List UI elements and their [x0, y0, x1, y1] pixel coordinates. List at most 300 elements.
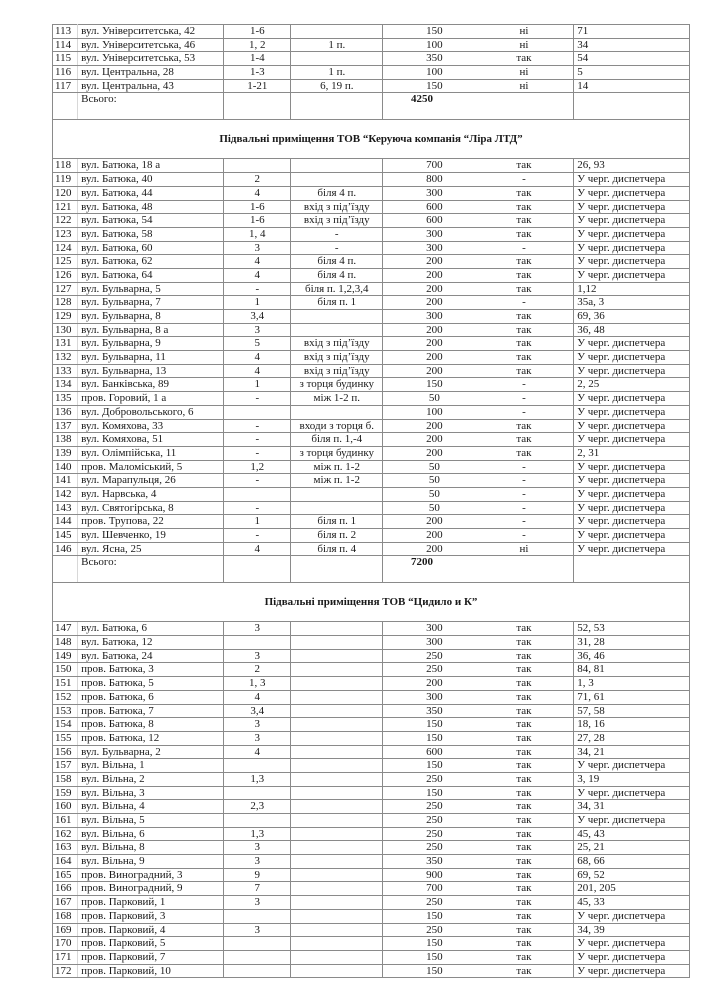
note-cell: У черг. диспетчера — [574, 501, 690, 515]
row-number: 130 — [53, 323, 78, 337]
status-cell: так — [475, 690, 574, 704]
entrances-cell: - — [224, 419, 291, 433]
row-number: 116 — [53, 66, 78, 80]
location-cell: біля 4 п. — [291, 255, 383, 269]
status-cell: так — [475, 759, 574, 773]
area-cell: 200 — [383, 337, 475, 351]
entrances-cell: 4 — [224, 542, 291, 556]
status-cell: так — [475, 677, 574, 691]
note-cell: 201, 205 — [574, 882, 690, 896]
table-row — [53, 542, 690, 556]
row-number: 137 — [53, 419, 78, 433]
note-cell: 35а, 3 — [574, 296, 690, 310]
area-cell: 100 — [383, 38, 475, 52]
entrances-cell: 1 — [224, 296, 291, 310]
table-row — [53, 649, 690, 663]
row-number: 114 — [53, 38, 78, 52]
row-number: 135 — [53, 392, 78, 406]
row-number: 158 — [53, 772, 78, 786]
status-cell: так — [475, 310, 574, 324]
location-cell: 1 п. — [291, 66, 383, 80]
table-row — [53, 255, 690, 269]
table-row — [53, 487, 690, 501]
status-cell: ні — [475, 25, 574, 39]
location-cell: вхід з під’їзду — [291, 214, 383, 228]
entrances-cell: 1-6 — [224, 214, 291, 228]
entrances-cell — [224, 964, 291, 978]
location-cell — [291, 896, 383, 910]
address-cell: вул. Батюка, 18 а — [78, 159, 224, 173]
entrances-cell: 3 — [224, 649, 291, 663]
area-cell: 150 — [383, 937, 475, 951]
location-cell — [291, 310, 383, 324]
status-cell: так — [475, 186, 574, 200]
row-number: 136 — [53, 405, 78, 419]
area-cell: 200 — [383, 446, 475, 460]
note-cell: 2, 31 — [574, 446, 690, 460]
entrances-cell: 1,2 — [224, 460, 291, 474]
section-heading: Підвальні приміщення ТОВ “Керуюча компанія “Ліра ЛТД” — [53, 120, 690, 159]
address-cell: вул. Бульварна, 5 — [78, 282, 224, 296]
note-cell: 31, 28 — [574, 636, 690, 650]
section-heading-row — [53, 120, 690, 159]
location-cell: між 1-2 п. — [291, 392, 383, 406]
location-cell: вхід з під’їзду — [291, 364, 383, 378]
location-cell — [291, 855, 383, 869]
area-cell: 50 — [383, 474, 475, 488]
area-cell: 900 — [383, 868, 475, 882]
row-number: 147 — [53, 622, 78, 636]
location-cell — [291, 923, 383, 937]
entrances-cell: 3 — [224, 896, 291, 910]
status-cell: ні — [475, 542, 574, 556]
table-row — [53, 25, 690, 39]
note-cell: 71 — [574, 25, 690, 39]
entrances-cell: 3 — [224, 855, 291, 869]
area-cell: 250 — [383, 649, 475, 663]
address-cell: вул. Університетська, 46 — [78, 38, 224, 52]
table-row — [53, 800, 690, 814]
total-value: 4250 — [383, 93, 475, 120]
location-cell: - — [291, 227, 383, 241]
note-cell: 34, 31 — [574, 800, 690, 814]
location-cell — [291, 745, 383, 759]
entrances-cell: 3 — [224, 923, 291, 937]
address-cell: вул. Вільна, 4 — [78, 800, 224, 814]
status-cell: так — [475, 950, 574, 964]
address-cell: вул. Банківська, 89 — [78, 378, 224, 392]
entrances-cell: 4 — [224, 186, 291, 200]
location-cell — [291, 882, 383, 896]
address-cell: вул. Центральна, 28 — [78, 66, 224, 80]
entrances-cell — [224, 950, 291, 964]
total-num-cell — [53, 93, 78, 120]
row-number: 127 — [53, 282, 78, 296]
table-row — [53, 310, 690, 324]
location-cell: входи з торця б. — [291, 419, 383, 433]
table-row — [53, 772, 690, 786]
row-number: 120 — [53, 186, 78, 200]
note-cell: У черг. диспетчера — [574, 909, 690, 923]
entrances-cell: 3 — [224, 731, 291, 745]
area-cell: 250 — [383, 772, 475, 786]
table-row — [53, 227, 690, 241]
row-number: 155 — [53, 731, 78, 745]
note-cell: У черг. диспетчера — [574, 173, 690, 187]
row-number: 124 — [53, 241, 78, 255]
note-cell: 54 — [574, 52, 690, 66]
status-cell: так — [475, 772, 574, 786]
area-cell: 100 — [383, 66, 475, 80]
address-cell: вул. Батюка, 62 — [78, 255, 224, 269]
status-cell: так — [475, 649, 574, 663]
row-number: 169 — [53, 923, 78, 937]
entrances-cell: - — [224, 433, 291, 447]
area-cell: 200 — [383, 351, 475, 365]
location-cell — [291, 501, 383, 515]
area-cell: 250 — [383, 663, 475, 677]
row-number: 152 — [53, 690, 78, 704]
location-cell: між п. 1-2 — [291, 460, 383, 474]
area-cell: 150 — [383, 759, 475, 773]
row-number: 162 — [53, 827, 78, 841]
table-row — [53, 786, 690, 800]
address-cell: пров. Парковий, 10 — [78, 964, 224, 978]
address-cell: вул. Марапульця, 26 — [78, 474, 224, 488]
entrances-cell: 1,3 — [224, 772, 291, 786]
status-cell: так — [475, 814, 574, 828]
area-cell: 150 — [383, 731, 475, 745]
address-cell: пров. Батюка, 12 — [78, 731, 224, 745]
area-cell: 200 — [383, 433, 475, 447]
status-cell: так — [475, 896, 574, 910]
status-cell: так — [475, 855, 574, 869]
area-cell: 200 — [383, 515, 475, 529]
address-cell: вул. Батюка, 54 — [78, 214, 224, 228]
note-cell: 36, 46 — [574, 649, 690, 663]
row-number: 171 — [53, 950, 78, 964]
status-cell: так — [475, 882, 574, 896]
area-cell: 50 — [383, 392, 475, 406]
entrances-cell: 4 — [224, 255, 291, 269]
area-cell: 150 — [383, 378, 475, 392]
entrances-cell: 3,4 — [224, 704, 291, 718]
area-cell: 250 — [383, 896, 475, 910]
table-row — [53, 529, 690, 543]
entrances-cell — [224, 814, 291, 828]
row-number: 146 — [53, 542, 78, 556]
row-number: 161 — [53, 814, 78, 828]
row-number: 143 — [53, 501, 78, 515]
total-value: 7200 — [383, 556, 475, 583]
table-row — [53, 745, 690, 759]
status-cell: так — [475, 636, 574, 650]
table-row — [53, 636, 690, 650]
note-cell: 26, 93 — [574, 159, 690, 173]
address-cell: вул. Батюка, 44 — [78, 186, 224, 200]
status-cell: так — [475, 364, 574, 378]
table-row — [53, 515, 690, 529]
row-number: 125 — [53, 255, 78, 269]
address-cell: вул. Вільна, 6 — [78, 827, 224, 841]
area-cell: 300 — [383, 310, 475, 324]
note-cell: 45, 33 — [574, 896, 690, 910]
table-row — [53, 296, 690, 310]
area-cell: 150 — [383, 909, 475, 923]
status-cell: так — [475, 433, 574, 447]
location-cell — [291, 841, 383, 855]
table-row — [53, 186, 690, 200]
table-row — [53, 241, 690, 255]
table-row — [53, 622, 690, 636]
location-cell: - — [291, 241, 383, 255]
entrances-cell: 3 — [224, 622, 291, 636]
note-cell: У черг. диспетчера — [574, 759, 690, 773]
table-row — [53, 677, 690, 691]
location-cell — [291, 814, 383, 828]
location-cell — [291, 827, 383, 841]
location-cell: між п. 1-2 — [291, 474, 383, 488]
table-row — [53, 282, 690, 296]
address-cell: пров. Виноградний, 9 — [78, 882, 224, 896]
entrances-cell — [224, 937, 291, 951]
address-cell: пров. Батюка, 6 — [78, 690, 224, 704]
status-cell: так — [475, 718, 574, 732]
address-cell: вул. Вільна, 5 — [78, 814, 224, 828]
status-cell: так — [475, 827, 574, 841]
address-cell: вул. Комяхова, 51 — [78, 433, 224, 447]
row-number: 129 — [53, 310, 78, 324]
address-cell: пров. Парковий, 3 — [78, 909, 224, 923]
location-cell — [291, 759, 383, 773]
total-empty-cell — [475, 93, 574, 120]
address-cell: вул. Батюка, 64 — [78, 268, 224, 282]
entrances-cell: 1-3 — [224, 66, 291, 80]
location-cell — [291, 718, 383, 732]
entrances-cell: - — [224, 392, 291, 406]
row-number: 159 — [53, 786, 78, 800]
entrances-cell: 1 — [224, 515, 291, 529]
row-number: 154 — [53, 718, 78, 732]
status-cell: - — [475, 529, 574, 543]
total-num-cell — [53, 556, 78, 583]
status-cell: так — [475, 800, 574, 814]
location-cell — [291, 704, 383, 718]
area-cell: 600 — [383, 745, 475, 759]
table-row — [53, 433, 690, 447]
address-cell: вул. Вільна, 1 — [78, 759, 224, 773]
location-cell — [291, 405, 383, 419]
address-cell: вул. Батюка, 6 — [78, 622, 224, 636]
location-cell — [291, 937, 383, 951]
total-row — [53, 93, 690, 120]
note-cell: 84, 81 — [574, 663, 690, 677]
table-row — [53, 446, 690, 460]
area-cell: 200 — [383, 542, 475, 556]
address-cell: пров. Трупова, 22 — [78, 515, 224, 529]
entrances-cell: - — [224, 529, 291, 543]
note-cell: У черг. диспетчера — [574, 364, 690, 378]
total-empty-cell — [224, 556, 291, 583]
location-cell — [291, 731, 383, 745]
address-cell: вул. Ясна, 25 — [78, 542, 224, 556]
entrances-cell — [224, 636, 291, 650]
area-cell: 200 — [383, 419, 475, 433]
area-cell: 300 — [383, 227, 475, 241]
table-row — [53, 718, 690, 732]
location-cell — [291, 950, 383, 964]
table-row — [53, 855, 690, 869]
area-cell: 250 — [383, 800, 475, 814]
table-row — [53, 405, 690, 419]
entrances-cell: 4 — [224, 745, 291, 759]
location-cell: біля п. 1 — [291, 296, 383, 310]
note-cell: У черг. диспетчера — [574, 351, 690, 365]
entrances-cell — [224, 759, 291, 773]
row-number: 160 — [53, 800, 78, 814]
area-cell: 300 — [383, 186, 475, 200]
location-cell: вхід з під’їзду — [291, 351, 383, 365]
note-cell: У черг. диспетчера — [574, 227, 690, 241]
entrances-cell: 5 — [224, 337, 291, 351]
row-number: 118 — [53, 159, 78, 173]
location-cell — [291, 622, 383, 636]
row-number: 165 — [53, 868, 78, 882]
status-cell: так — [475, 282, 574, 296]
address-cell: пров. Батюка, 7 — [78, 704, 224, 718]
location-cell: 1 п. — [291, 38, 383, 52]
address-cell: вул. Університетська, 42 — [78, 25, 224, 39]
area-cell: 350 — [383, 52, 475, 66]
area-cell: 600 — [383, 214, 475, 228]
location-cell: біля п. 2 — [291, 529, 383, 543]
location-cell — [291, 25, 383, 39]
row-number: 131 — [53, 337, 78, 351]
location-cell — [291, 173, 383, 187]
table-row — [53, 159, 690, 173]
row-number: 121 — [53, 200, 78, 214]
status-cell: так — [475, 227, 574, 241]
row-number: 123 — [53, 227, 78, 241]
status-cell: так — [475, 841, 574, 855]
location-cell — [291, 786, 383, 800]
area-cell: 100 — [383, 405, 475, 419]
status-cell: так — [475, 937, 574, 951]
entrances-cell: 3 — [224, 323, 291, 337]
note-cell: У черг. диспетчера — [574, 255, 690, 269]
area-cell: 200 — [383, 529, 475, 543]
area-cell: 200 — [383, 364, 475, 378]
row-number: 167 — [53, 896, 78, 910]
area-cell: 50 — [383, 487, 475, 501]
entrances-cell: 1,3 — [224, 827, 291, 841]
status-cell: так — [475, 200, 574, 214]
note-cell: У черг. диспетчера — [574, 937, 690, 951]
note-cell: У черг. диспетчера — [574, 487, 690, 501]
address-cell: вул. Вільна, 3 — [78, 786, 224, 800]
row-number: 150 — [53, 663, 78, 677]
entrances-cell: 7 — [224, 882, 291, 896]
row-number: 148 — [53, 636, 78, 650]
table-row — [53, 690, 690, 704]
status-cell: так — [475, 52, 574, 66]
status-cell: так — [475, 923, 574, 937]
location-cell — [291, 772, 383, 786]
note-cell: У черг. диспетчера — [574, 214, 690, 228]
address-cell: вул. Бульварна, 8 а — [78, 323, 224, 337]
area-cell: 150 — [383, 950, 475, 964]
total-empty-cell — [574, 93, 690, 120]
status-cell: - — [475, 487, 574, 501]
table-row — [53, 896, 690, 910]
note-cell: У черг. диспетчера — [574, 405, 690, 419]
note-cell: 52, 53 — [574, 622, 690, 636]
row-number: 132 — [53, 351, 78, 365]
row-number: 163 — [53, 841, 78, 855]
status-cell: так — [475, 255, 574, 269]
address-cell: пров. Парковий, 4 — [78, 923, 224, 937]
entrances-cell: 3 — [224, 718, 291, 732]
table-row — [53, 460, 690, 474]
row-number: 164 — [53, 855, 78, 869]
table-row — [53, 351, 690, 365]
address-cell: вул. Святогірська, 8 — [78, 501, 224, 515]
row-number: 133 — [53, 364, 78, 378]
address-cell: пров. Батюка, 3 — [78, 663, 224, 677]
table-row — [53, 337, 690, 351]
basement-premises-table — [52, 24, 690, 978]
address-cell: пров. Парковий, 1 — [78, 896, 224, 910]
entrances-cell: 4 — [224, 351, 291, 365]
row-number: 157 — [53, 759, 78, 773]
note-cell: 5 — [574, 66, 690, 80]
note-cell: 25, 21 — [574, 841, 690, 855]
address-cell: вул. Батюка, 58 — [78, 227, 224, 241]
status-cell: - — [475, 474, 574, 488]
entrances-cell: 1-21 — [224, 79, 291, 93]
address-cell: вул. Добровольського, 6 — [78, 405, 224, 419]
table-row — [53, 814, 690, 828]
location-cell — [291, 487, 383, 501]
entrances-cell: 3 — [224, 241, 291, 255]
status-cell: так — [475, 323, 574, 337]
table-row — [53, 868, 690, 882]
area-cell: 250 — [383, 814, 475, 828]
area-cell: 150 — [383, 718, 475, 732]
note-cell: 69, 36 — [574, 310, 690, 324]
table-row — [53, 214, 690, 228]
entrances-cell — [224, 405, 291, 419]
note-cell: 1, 3 — [574, 677, 690, 691]
status-cell: ні — [475, 79, 574, 93]
entrances-cell: 1 — [224, 378, 291, 392]
note-cell: У черг. диспетчера — [574, 474, 690, 488]
row-number: 128 — [53, 296, 78, 310]
note-cell: 69, 52 — [574, 868, 690, 882]
area-cell: 200 — [383, 323, 475, 337]
note-cell: У черг. диспетчера — [574, 964, 690, 978]
area-cell: 150 — [383, 25, 475, 39]
location-cell: з торця будинку — [291, 446, 383, 460]
table-row — [53, 364, 690, 378]
entrances-cell: 4 — [224, 364, 291, 378]
entrances-cell — [224, 786, 291, 800]
total-empty-cell — [291, 556, 383, 583]
address-cell: пров. Виноградний, 3 — [78, 868, 224, 882]
address-cell: пров. Парковий, 5 — [78, 937, 224, 951]
location-cell — [291, 868, 383, 882]
location-cell: вхід з під’їзду — [291, 337, 383, 351]
